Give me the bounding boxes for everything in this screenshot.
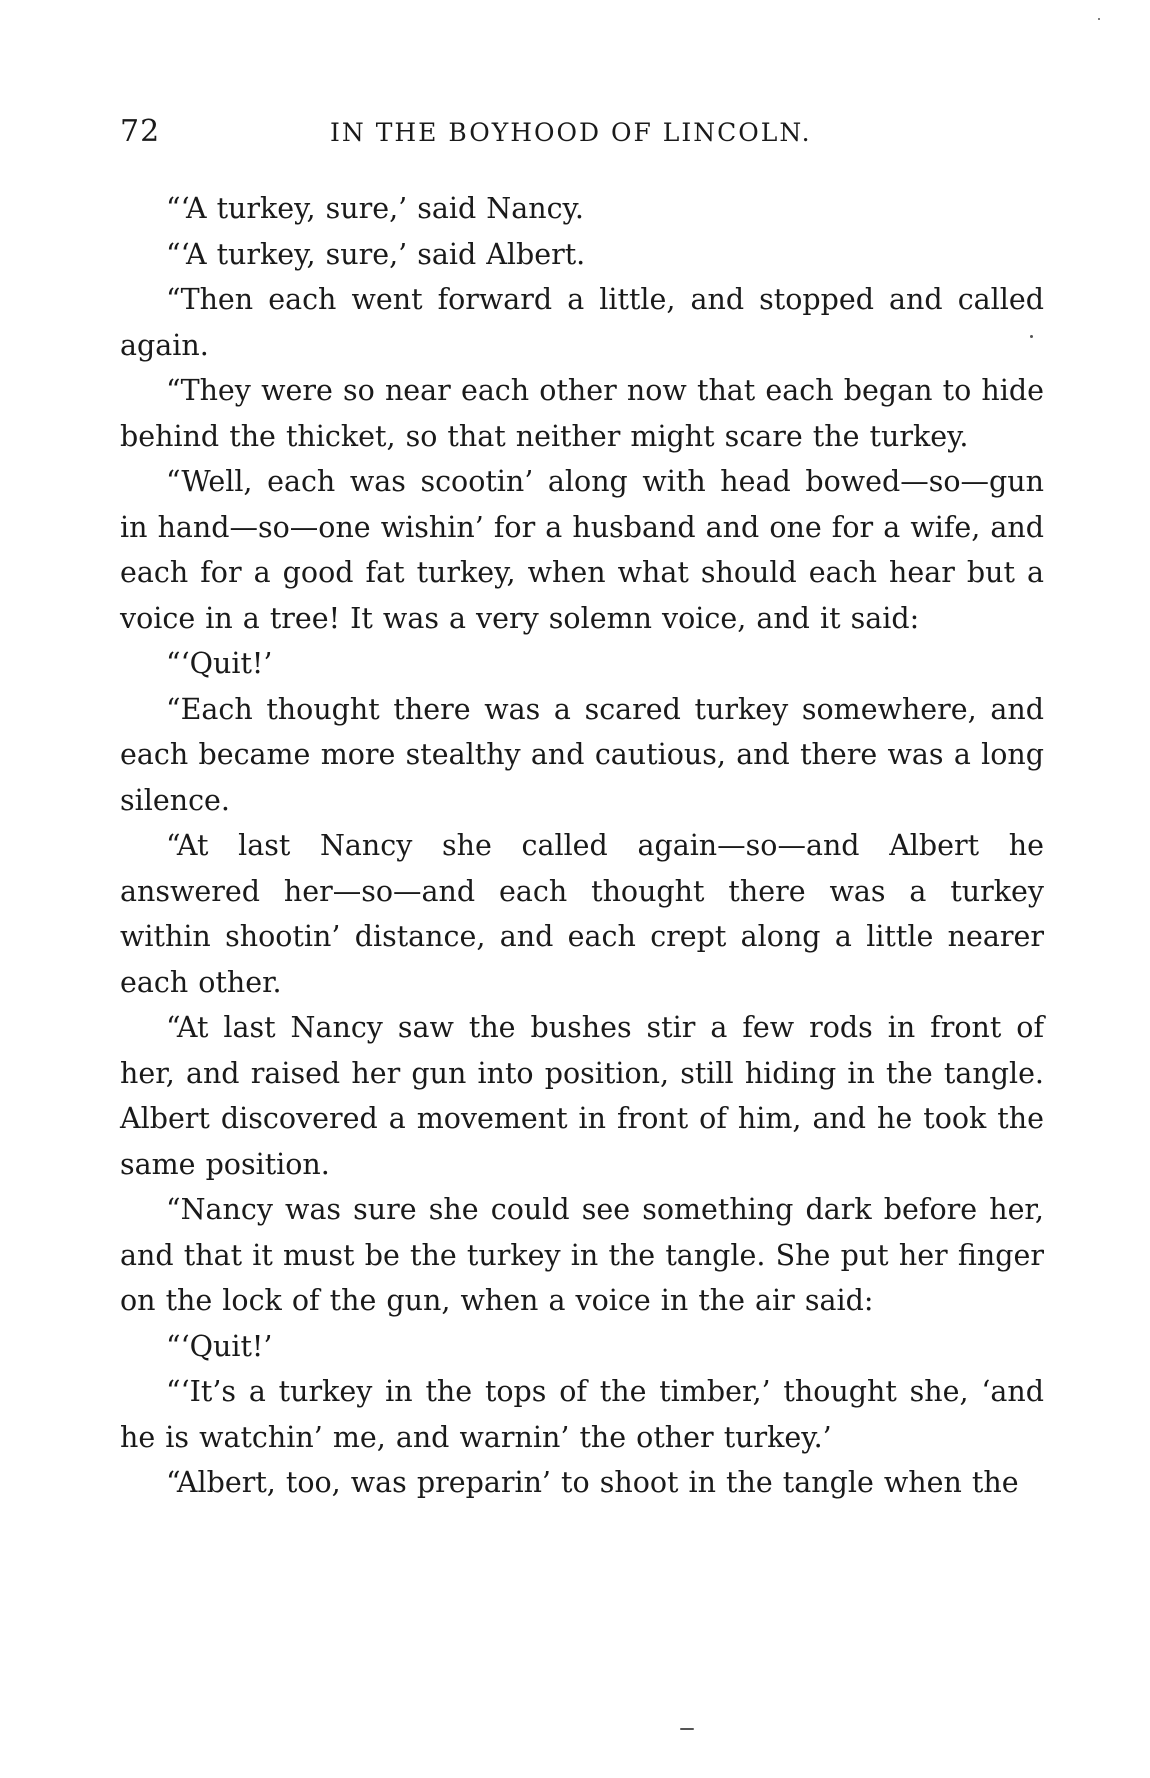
paragraph: “Nancy was sure she could see something dark before her, and that it must be the turkey in the tangle. She put her finger on the lock of the gun, when a voice in the air said: xyxy=(120,1193,1044,1317)
page-number: 72 xyxy=(120,114,161,149)
page-header xyxy=(120,110,1040,160)
paper-speck xyxy=(680,1728,694,1730)
paragraph: “At last Nancy saw the bushes stir a few rods in front of her, and raised her gun into position, still hiding in the tangle. Albert discovered a movement in front of him, and he took the same position. xyxy=(120,1011,1044,1181)
paragraph: “‘Quit!’ xyxy=(166,1329,273,1363)
paragraph: “Each thought there was a scared turkey somewhere, and each became more stealthy and cautious, and there was a long silence. xyxy=(120,692,1044,817)
paragraph: “Well, each was scootin’ along with head bowed—so—gun in hand—so—one wishin’ for a husband and one for a wife, and each for a good fat turkey, when what should each hear but a voice in a tree! It was a very solemn voice, and it said: xyxy=(120,465,1044,635)
paragraph: “‘A turkey, sure,’ said Nancy. xyxy=(166,192,584,225)
paragraph: “‘A turkey, sure,’ said Albert. xyxy=(166,237,586,271)
paragraph: “At last Nancy she called again—so—and Albert he answered her—so—and each thought there was a turkey within shootin’ distance, and each crept along a little nearer each other. xyxy=(120,829,1044,999)
paragraph: “Albert, too, was preparin’ to shoot in the tangle when the xyxy=(166,1466,1019,1499)
paper-speck xyxy=(1098,18,1100,20)
paragraph: “Then each went forward a little, and stopped and called again. xyxy=(120,283,1044,362)
body-text xyxy=(120,186,1044,1506)
paragraph: “‘It’s a turkey in the tops of the timber,’ thought she, ‘and he is watchin’ me, and warnin’ the other turkey.’ xyxy=(120,1375,1044,1454)
paragraph: “They were so near each other now that each began to hide behind the thicket, so that neither might scare the turkey. xyxy=(120,374,1044,453)
paragraph: “‘Quit!’ xyxy=(166,647,273,680)
running-title: IN THE BOYHOOD OF LINCOLN. xyxy=(330,118,812,147)
paper-speck xyxy=(1030,335,1033,338)
